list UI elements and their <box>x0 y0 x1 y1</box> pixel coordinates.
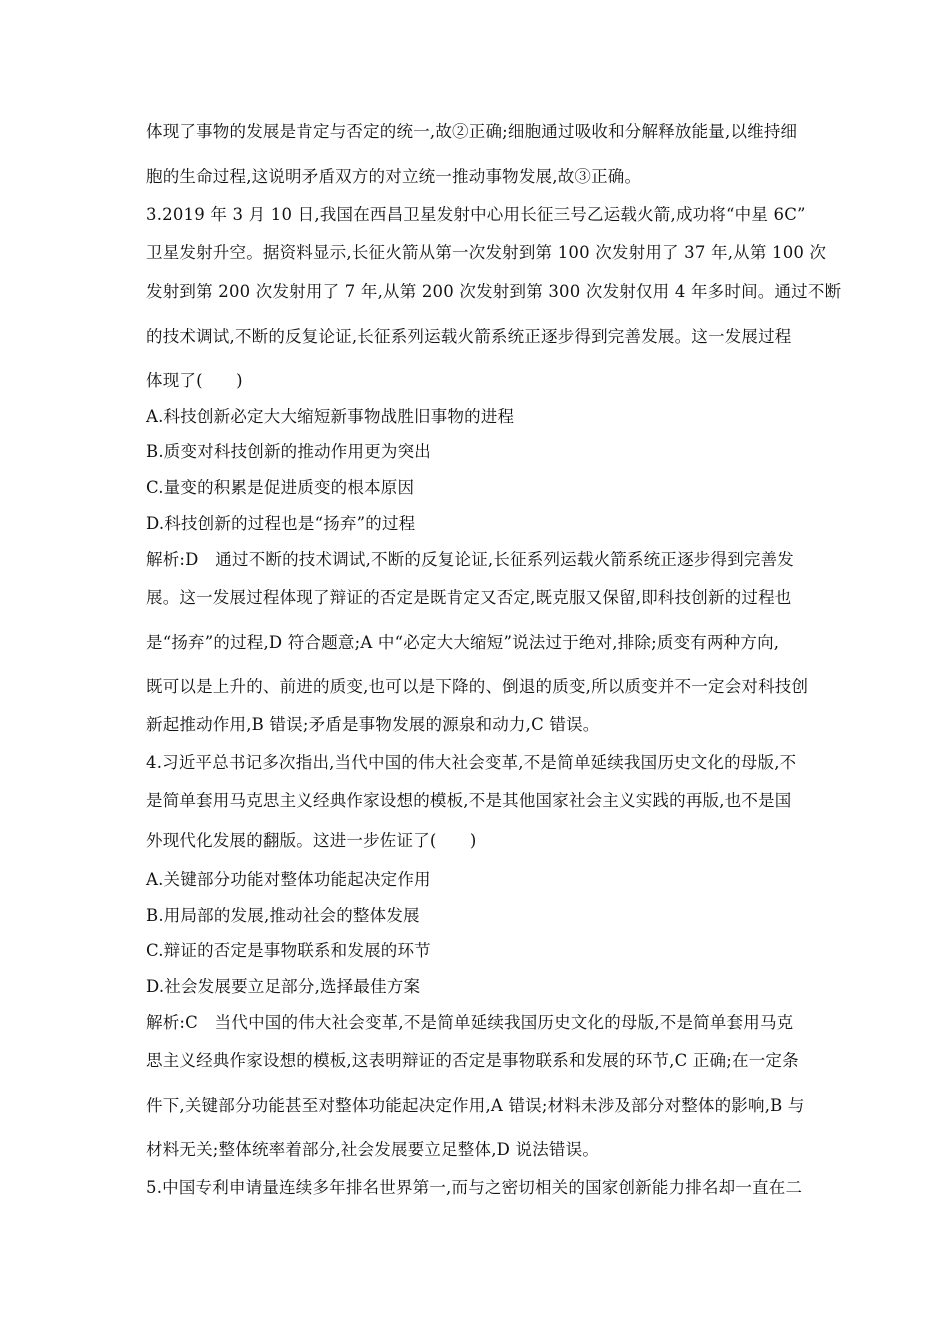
question-3-stem: 3.2019 年 3 月 10 日,我国在西昌卫星发射中心用长征三号乙运载火箭,成功将“中星 6C” <box>146 205 806 224</box>
text-line: 是“扬弃”的过程,D 符合题意;A 中“必定大大缩短”说法过于绝对,排除;质变有两种方向, <box>146 633 780 652</box>
text-line: 胞的生命过程,这说明矛盾双方的对立统一推动事物发展,故③正确。 <box>146 167 642 186</box>
text-line: 体现了( ) <box>146 371 243 390</box>
analysis-3: 解析:D 通过不断的技术调试,不断的反复论证,长征系列运载火箭系统正逐步得到完善发 <box>146 550 794 569</box>
text-line: 新起推动作用,B 错误;矛盾是事物发展的源泉和动力,C 错误。 <box>146 715 600 734</box>
text-line: 发射到第 200 次发射用了 7 年,从第 200 次发射到第 300 次发射仅用 4 年多时间。通过不断 <box>146 282 842 301</box>
option-d: D.社会发展要立足部分,选择最佳方案 <box>146 977 421 996</box>
question-5-stem: 5.中国专利申请量连续多年排名世界第一,而与之密切相关的国家创新能力排名却一直在二 <box>146 1178 803 1197</box>
option-b: B.用局部的发展,推动社会的整体发展 <box>146 906 420 925</box>
option-b: B.质变对科技创新的推动作用更为突出 <box>146 442 431 461</box>
text-line: 既可以是上升的、前进的质变,也可以是下降的、倒退的质变,所以质变并不一定会对科技创 <box>146 677 809 696</box>
text-line: 件下,关键部分功能甚至对整体功能起决定作用,A 错误;材料未涉及部分对整体的影响,B 与 <box>146 1096 805 1115</box>
option-c: C.辩证的否定是事物联系和发展的环节 <box>146 941 431 960</box>
text-line: 卫星发射升空。据资料显示,长征火箭从第一次发射到第 100 次发射用了 37 年,从第 100 次 <box>146 243 827 262</box>
analysis-4: 解析:C 当代中国的伟大社会变革,不是简单延续我国历史文化的母版,不是简单套用马克 <box>146 1013 794 1032</box>
text-line: 外现代化发展的翻版。这进一步佐证了( ) <box>146 831 477 850</box>
text-line: 展。这一发展过程体现了辩证的否定是既肯定又否定,既克服又保留,即科技创新的过程也 <box>146 588 792 607</box>
option-a: A.关键部分功能对整体功能起决定作用 <box>146 870 431 889</box>
question-4-stem: 4.习近平总书记多次指出,当代中国的伟大社会变革,不是简单延续我国历史文化的母版,不 <box>146 753 797 772</box>
option-d: D.科技创新的过程也是“扬弃”的过程 <box>146 514 416 533</box>
text-line: 的技术调试,不断的反复论证,长征系列运载火箭系统正逐步得到完善发展。这一发展过程 <box>146 327 792 346</box>
text-line: 材料无关;整体统率着部分,社会发展要立足整体,D 说法错误。 <box>146 1140 600 1159</box>
text-line: 体现了事物的发展是肯定与否定的统一,故②正确;细胞通过吸收和分解释放能量,以维持细 <box>146 122 798 141</box>
option-c: C.量变的积累是促进质变的根本原因 <box>146 478 415 497</box>
text-line: 思主义经典作家设想的模板,这表明辩证的否定是事物联系和发展的环节,C 正确;在一定条 <box>146 1051 799 1070</box>
text-line: 是简单套用马克思主义经典作家设想的模板,不是其他国家社会主义实践的再版,也不是国 <box>146 791 792 810</box>
option-a: A.科技创新必定大大缩短新事物战胜旧事物的进程 <box>146 407 515 426</box>
